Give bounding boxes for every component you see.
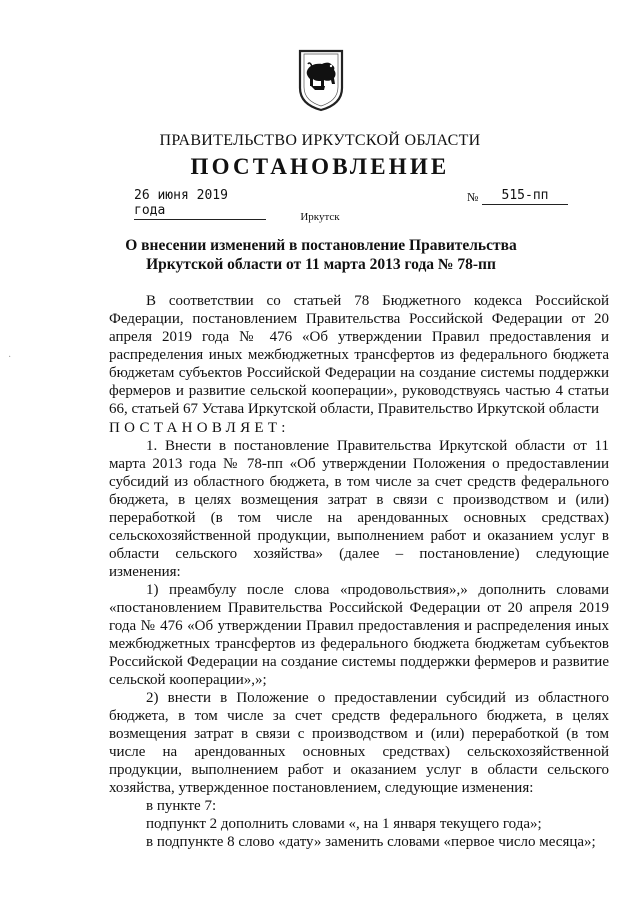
item-1-2-paragraph: 2) внести в Положение о предоставлении субсидий из областного бюджета, в том числе за счет средств федерального бюджета, в целях возмещения затрат в связи с производством и (или) переработкой (в том числе на арендованных основных средствах) сельскохозяйственной продукции, выполнением работ и оказанием услуг в области сельского хозяйства, утвержденное постановлением, следующие изменения: <box>109 690 609 796</box>
city-name: Иркутск <box>300 211 340 223</box>
decree-word: ПОСТАНОВЛЯЕТ: <box>109 420 290 436</box>
coat-of-arms-icon <box>297 48 345 112</box>
point-7-paragraph: в пункте 7: <box>146 798 217 814</box>
document-date: 26 июня 2019 года <box>134 188 266 220</box>
document-subject: О внесении изменений в постановление Правительства Иркутской области от 11 марта 2013 года № 78-пп <box>125 237 517 273</box>
number-sign: № <box>467 190 479 204</box>
subpoint-2-paragraph: подпункт 2 дополнить словами «, на 1 января текущего года»; <box>146 816 542 832</box>
government-name: ПРАВИТЕЛЬСТВО ИРКУТСКОЙ ОБЛАСТИ <box>159 132 481 149</box>
item-1-paragraph: 1. Внести в постановление Правительства Иркутской области от 11 марта 2013 года № 78-пп «Об утверждении Положения о предоставлении субсидий из областного бюджета, в том числе за счет средств федерального бюджета, в целях возмещения затрат в связи с производством и (или) переработкой (в том числе на арендованных основных средствах) сельскохозяйственной продукции, выполнением работ и оказанием услуг в области сельского хозяйства» (далее – постановление) следующие изменения: <box>109 438 609 580</box>
subpoint-8-paragraph: в подпункте 8 слово «дату» заменить словами «первое число месяца»; <box>146 834 596 850</box>
margin-mark: · <box>8 352 12 363</box>
document-body <box>109 292 609 851</box>
document-number: 515-пп <box>482 188 568 205</box>
document-type-title: ПОСТАНОВЛЕНИЕ <box>190 154 450 179</box>
preamble-paragraph: В соответствии со статьей 78 Бюджетного кодекса Российской Федерации, постановлением Правительства Российской Федерации от 20 апреля 2019 года № 476 «Об утверждении Правил предоставления и распределения иных межбюджетных трансфертов из федерального бюджета бюджетам субъектов Российской Федерации на создание системы поддержки фермеров и развитие сельской кооперации», руководствуясь частью 4 статьи 66, статьей 67 Устава Иркутской области, Правительство Иркутской области <box>109 293 609 417</box>
item-1-1-paragraph: 1) преамбулу после слова «продовольствия»,» дополнить словами «постановлением Правительства Российской Федерации от 20 апреля 2019 года № 476 «Об утверждении Правил предоставления и распределения иных межбюджетных трансфертов из федерального бюджета бюджетам субъектов Российской Федерации на создание системы поддержки фермеров и развитие сельской кооперации»,»; <box>109 582 609 688</box>
